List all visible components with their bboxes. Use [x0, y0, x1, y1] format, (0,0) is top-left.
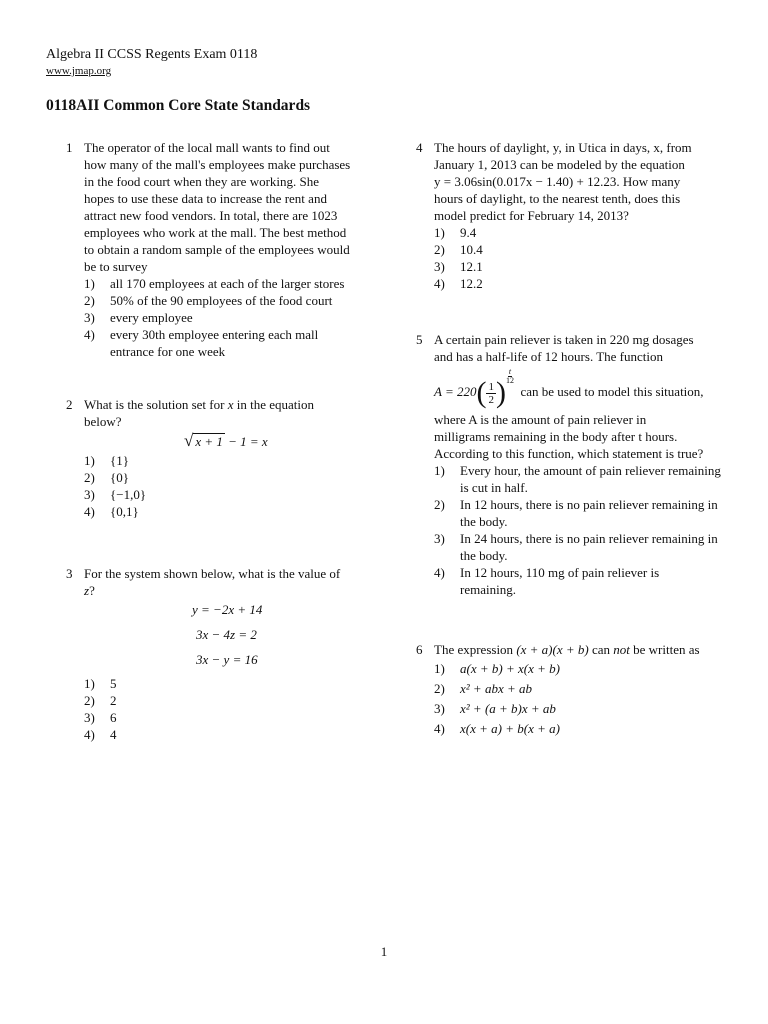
choice-label: 1) [84, 453, 95, 468]
formula-line: A = 220( $\frac{1}{2}$ ) $\frac{t}{12}$ can be used to model this situation, [434, 367, 704, 410]
choice-label: 2) [84, 470, 95, 485]
choice-text: 10.4 [460, 242, 483, 257]
website-link[interactable]: www.jmap.org [46, 65, 112, 77]
answer-choice[interactable] [84, 709, 379, 726]
choice-text: 50% of the 90 employees of the food court [110, 293, 333, 308]
choice-text: {0,1} [110, 504, 139, 519]
exam-title: Algebra II CCSS Regents Exam 0118 [46, 47, 258, 62]
choice-text: x² + (a + b)x + ab [460, 701, 556, 716]
document-header [46, 46, 257, 78]
stem-line: where A is the amount of pain reliever in [434, 412, 647, 427]
choice-label: 4) [84, 504, 95, 519]
choice-label: 1) [434, 661, 445, 676]
choice-text: x(x + a) + b(x + a) [460, 721, 560, 736]
radicand: x + 1 [195, 434, 223, 449]
stem-line: be to survey [84, 259, 148, 274]
answer-choice[interactable] [434, 462, 736, 496]
question-number: 4 [416, 140, 423, 155]
variable: z [84, 583, 90, 598]
choice-label: 4) [84, 327, 95, 342]
choice-text: Every hour, the amount of pain reliever remaining is cut in half. [460, 463, 721, 495]
exponent-numerator: t [508, 367, 512, 376]
choice-label: 1) [434, 225, 445, 240]
choice-text: In 12 hours, 110 mg of pain reliever is remaining. [460, 565, 660, 597]
answer-choice[interactable] [434, 679, 736, 699]
choice-text: 5 [110, 676, 117, 691]
question-stem [434, 641, 736, 658]
exponent-denominator: 12 [505, 376, 514, 385]
choice-text: {0} [110, 470, 129, 485]
choice-text: every 30th employee entering each mall entrance for one week [110, 327, 319, 359]
choice-label: 3) [84, 710, 95, 725]
equation-line: y = −2x + 14 [192, 602, 263, 617]
stem-line: attract new food vendors. In total, there are 1023 [84, 208, 338, 223]
question-number: 2 [66, 397, 73, 412]
answer-choice[interactable] [434, 719, 736, 739]
answer-choice[interactable] [434, 699, 736, 719]
stem-line: The hours of daylight, y, in Utica in days, x, from [434, 140, 692, 155]
stem-line: and has a half-life of 12 hours. The function [434, 349, 663, 364]
answer-choice[interactable] [434, 564, 736, 598]
question-number: 3 [66, 566, 73, 581]
stem-text: in the equation [233, 397, 314, 412]
choice-text: 6 [110, 710, 117, 725]
choice-label: 1) [84, 276, 95, 291]
answer-choice[interactable] [434, 659, 736, 679]
choice-label: 4) [434, 276, 445, 291]
choice-text: a(x + b) + x(x + b) [460, 661, 560, 676]
answer-choice[interactable] [84, 675, 379, 692]
stem-text: ? [89, 583, 95, 598]
stem-line: For the system shown below, what is the value of [84, 566, 341, 581]
page-title: 0118AII Common Core State Standards [46, 97, 311, 114]
choice-label: 3) [84, 310, 95, 325]
formula-lhs: A = 220 [434, 384, 477, 399]
equation-line: 3x − 4z = 2 [196, 627, 257, 642]
denominator: 2 [488, 393, 494, 406]
variable: x [227, 397, 234, 412]
answer-choice[interactable] [84, 503, 379, 520]
exponent-fraction [506, 368, 514, 385]
choice-label: 2) [84, 293, 95, 308]
expression: (x + a)(x + b) [516, 642, 589, 657]
answer-choice[interactable] [84, 726, 379, 743]
stem-line: to obtain a random sample of the employees would [84, 242, 350, 257]
stem-line: employees who work at the mall. The best method [84, 225, 347, 240]
choice-label: 2) [434, 681, 445, 696]
stem-line: According to this function, which statement is true? [434, 446, 704, 461]
choice-label: 1) [434, 463, 445, 478]
choice-text: 2 [110, 693, 117, 708]
stem-line: milligrams remaining in the body after t hours. [434, 429, 678, 444]
question-number: 5 [416, 332, 423, 347]
choice-label: 2) [434, 497, 445, 512]
stem-text: be written as [629, 642, 700, 657]
question-stem [434, 331, 736, 365]
answer-choice[interactable] [84, 469, 379, 486]
choice-label: 4) [84, 727, 95, 742]
choice-label: 3) [434, 701, 445, 716]
equation-rest: − 1 = x [228, 434, 268, 449]
question-stem [434, 139, 736, 224]
equation [84, 430, 379, 452]
numerator: 1 [488, 380, 494, 393]
choice-label: 3) [434, 531, 445, 546]
question-number: 1 [66, 140, 73, 155]
answer-choice[interactable] [84, 692, 379, 709]
stem-text: can be used to model this situation, [520, 384, 704, 399]
sqrt-icon: √ [184, 431, 194, 450]
choice-text: every employee [110, 310, 193, 325]
choice-text: all 170 employees at each of the larger stores [110, 276, 345, 291]
choice-text: In 12 hours, there is no pain reliever remaining in the body. [460, 497, 718, 529]
choice-text: 4 [110, 727, 117, 742]
stem-line: how many of the mall's employees make purchases [84, 157, 351, 172]
answer-choice[interactable] [84, 326, 379, 360]
stem-text: What is the solution set for [84, 397, 228, 412]
question-stem [84, 565, 379, 599]
choice-text: 12.2 [460, 276, 483, 291]
stem-line: y = 3.06sin(0.017x − 1.40) + 12.23. How many [434, 174, 681, 189]
choice-label: 2) [434, 242, 445, 257]
choice-label: 3) [434, 259, 445, 274]
fraction [486, 381, 496, 406]
stem-line: in the food court when they are working. She [84, 174, 320, 189]
answer-choice[interactable] [84, 486, 379, 503]
page-number: 1 [380, 944, 388, 959]
emphasis: not [613, 642, 630, 657]
choice-text: In 24 hours, there is no pain reliever remaining in the body. [460, 531, 718, 563]
stem-text: The expression [434, 642, 517, 657]
question-stem [84, 139, 379, 275]
equation-system [84, 599, 379, 675]
stem-line: hours of daylight, to the nearest tenth, does this [434, 191, 681, 206]
stem-line: below? [84, 414, 122, 429]
question-stem [84, 396, 379, 430]
answer-choice[interactable] [84, 292, 379, 309]
answer-choice[interactable] [434, 530, 736, 564]
question-stem-continued [434, 411, 736, 462]
stem-line: The operator of the local mall wants to find out [84, 140, 330, 155]
answer-choice[interactable] [84, 452, 379, 469]
choice-label: 1) [84, 676, 95, 691]
question-number: 6 [416, 642, 423, 657]
answer-choice[interactable] [84, 309, 379, 326]
choice-label: 4) [434, 565, 445, 580]
answer-choice[interactable] [434, 241, 736, 258]
answer-choice[interactable] [84, 275, 379, 292]
choice-label: 3) [84, 487, 95, 502]
answer-choice[interactable] [434, 258, 736, 275]
stem-line: A certain pain reliever is taken in 220 mg dosages [434, 332, 694, 347]
equation-line: 3x − y = 16 [196, 652, 258, 667]
stem-line: January 1, 2013 can be modeled by the equation [434, 157, 685, 172]
answer-choice[interactable] [434, 496, 736, 530]
choice-text: {−1,0} [110, 487, 147, 502]
stem-line: hopes to use these data to increase the rent and [84, 191, 327, 206]
answer-choice[interactable] [434, 224, 736, 241]
choice-text: 9.4 [460, 225, 477, 240]
choice-text: {1} [110, 453, 129, 468]
answer-choice[interactable] [434, 275, 736, 292]
stem-text: can [588, 642, 614, 657]
choice-label: 4) [434, 721, 445, 736]
choice-text: x² + abx + ab [460, 681, 532, 696]
choice-label: 2) [84, 693, 95, 708]
choice-text: 12.1 [460, 259, 483, 274]
stem-line: model predict for February 14, 2013? [434, 208, 629, 223]
